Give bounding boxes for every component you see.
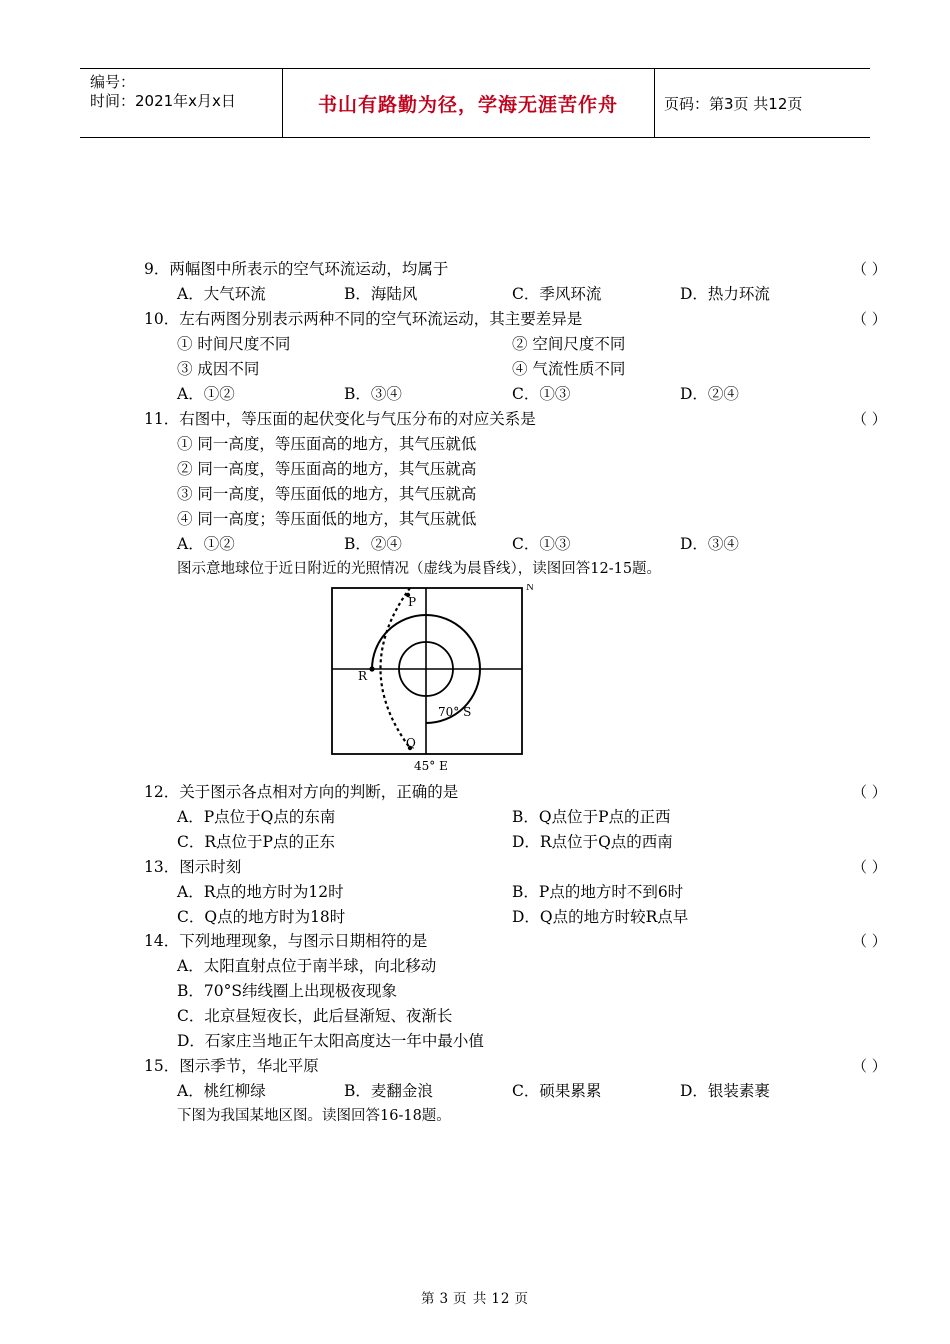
- footer-total-pages: 12: [491, 1291, 511, 1307]
- q10-statement-4: ④ 气流性质不同: [512, 360, 626, 378]
- q13-answer-bracket: （ ）: [852, 858, 887, 876]
- q9-option-a: A．大气环流: [177, 285, 266, 303]
- q11-option-d: D．③④: [680, 535, 739, 553]
- q10-statement-3: ③ 成因不同: [177, 360, 260, 378]
- number-label: 编号：: [90, 73, 136, 91]
- q14-stem: 14．下列地理现象，与图示日期相符的是: [144, 932, 428, 950]
- q10-option-b: B．③④: [344, 385, 402, 403]
- time-label: 时间：2021年x月x日: [90, 92, 236, 110]
- q10-answer-bracket: （ ）: [852, 310, 887, 328]
- q11-option-b: B．②④: [344, 535, 402, 553]
- q9-option-b: B．海陆风: [344, 285, 418, 303]
- q12-option-b: B．Q点位于P点的正西: [512, 808, 671, 826]
- q14-option-b: B．70°S纬线圈上出现极夜现象: [177, 982, 397, 1000]
- label-p: P: [408, 595, 417, 609]
- page-footer: [0, 1287, 950, 1307]
- footer-mid: 页 共: [453, 1291, 488, 1307]
- q12-answer-bracket: （ ）: [852, 783, 887, 801]
- q13-option-b: B．P点的地方时不到6时: [512, 883, 684, 901]
- label-q: Q: [406, 736, 416, 750]
- q11-option-a: A．①②: [177, 535, 235, 553]
- header-page-info: 页码：第3页 共12页: [664, 94, 803, 113]
- intro-16-18: 下图为我国某地区图。读图回答16-18题。: [177, 1108, 451, 1124]
- q11-stem: 11．右图中，等压面的起伏变化与气压分布的对应关系是: [144, 410, 536, 428]
- q12-option-c: C．R点位于P点的正东: [177, 833, 335, 851]
- q12-stem: 12．关于图示各点相对方向的判断，正确的是: [144, 783, 459, 801]
- q13-stem: 13．图示时刻: [144, 858, 242, 876]
- terminator-dashed-line: [381, 588, 411, 748]
- q11-statement-1: ① 同一高度，等压面高的地方，其气压就低: [177, 435, 477, 453]
- header-motto: 书山有路勤为径，学海无涯苦作舟: [317, 93, 618, 116]
- q9-option-c: C．季风环流: [512, 285, 602, 303]
- footer-page-number: 3: [439, 1291, 450, 1307]
- q11-statement-3: ③ 同一高度，等压面低的地方，其气压就高: [177, 485, 477, 503]
- q15-option-c: C．硕果累累: [512, 1082, 602, 1100]
- q15-stem: 15．图示季节，华北平原: [144, 1057, 319, 1075]
- q13-option-d: D．Q点的地方时较R点早: [512, 908, 689, 926]
- q15-option-d: D．银装素裹: [680, 1082, 770, 1100]
- label-r: R: [358, 669, 368, 683]
- q13-option-a: A．R点的地方时为12时: [177, 883, 344, 901]
- label-70s: 70° S: [438, 705, 472, 719]
- q15-option-a: A．桃红柳绿: [177, 1082, 266, 1100]
- page-header: [80, 68, 870, 138]
- q10-stem: 10．左右两图分别表示两种不同的空气环流运动，其主要差异是: [144, 310, 583, 328]
- q10-statement-2: ② 空间尺度不同: [512, 335, 626, 353]
- header-meta: [90, 73, 236, 111]
- figure-svg: [328, 584, 542, 774]
- footer-suffix: 页: [514, 1291, 530, 1307]
- q9-answer-bracket: （ ）: [852, 260, 887, 278]
- q14-answer-bracket: （ ）: [852, 932, 887, 950]
- q9-stem: 9．两幅图中所表示的空气环流运动，均属于: [144, 260, 449, 278]
- q10-statement-1: ① 时间尺度不同: [177, 335, 291, 353]
- q12-option-a: A．P点位于Q点的东南: [177, 808, 336, 826]
- polar-illumination-figure: [328, 584, 542, 774]
- q11-option-c: C．①③: [512, 535, 571, 553]
- q14-option-d: D．石家庄当地正午太阳高度达一年中最小值: [177, 1032, 484, 1050]
- corner-mark: N: [526, 584, 534, 593]
- q12-option-d: D．R点位于Q点的西南: [512, 833, 673, 851]
- point-r-marker: [369, 666, 374, 671]
- header-divider-right: [654, 69, 655, 137]
- q13-option-c: C．Q点的地方时为18时: [177, 908, 346, 926]
- q10-option-a: A．①②: [177, 385, 235, 403]
- q11-statement-2: ② 同一高度，等压面高的地方，其气压就高: [177, 460, 477, 478]
- footer-prefix: 第: [420, 1291, 436, 1307]
- q14-option-c: C．北京昼短夜长，此后昼渐短、夜渐长: [177, 1007, 453, 1025]
- q11-statement-4: ④ 同一高度；等压面低的地方，其气压就低: [177, 510, 477, 528]
- q10-option-d: D．②④: [680, 385, 739, 403]
- q14-option-a: A．太阳直射点位于南半球，向北移动: [177, 957, 437, 975]
- q15-option-b: B．麦翻金浪: [344, 1082, 433, 1100]
- intro-12-15: 图示意地球位于近日附近的光照情况（虚线为晨昏线），读图回答12-15题。: [177, 561, 662, 577]
- label-45e: 45° E: [414, 759, 448, 773]
- q15-answer-bracket: （ ）: [852, 1057, 887, 1075]
- q11-answer-bracket: （ ）: [852, 410, 887, 428]
- q10-option-c: C．①③: [512, 385, 571, 403]
- q9-option-d: D．热力环流: [680, 285, 770, 303]
